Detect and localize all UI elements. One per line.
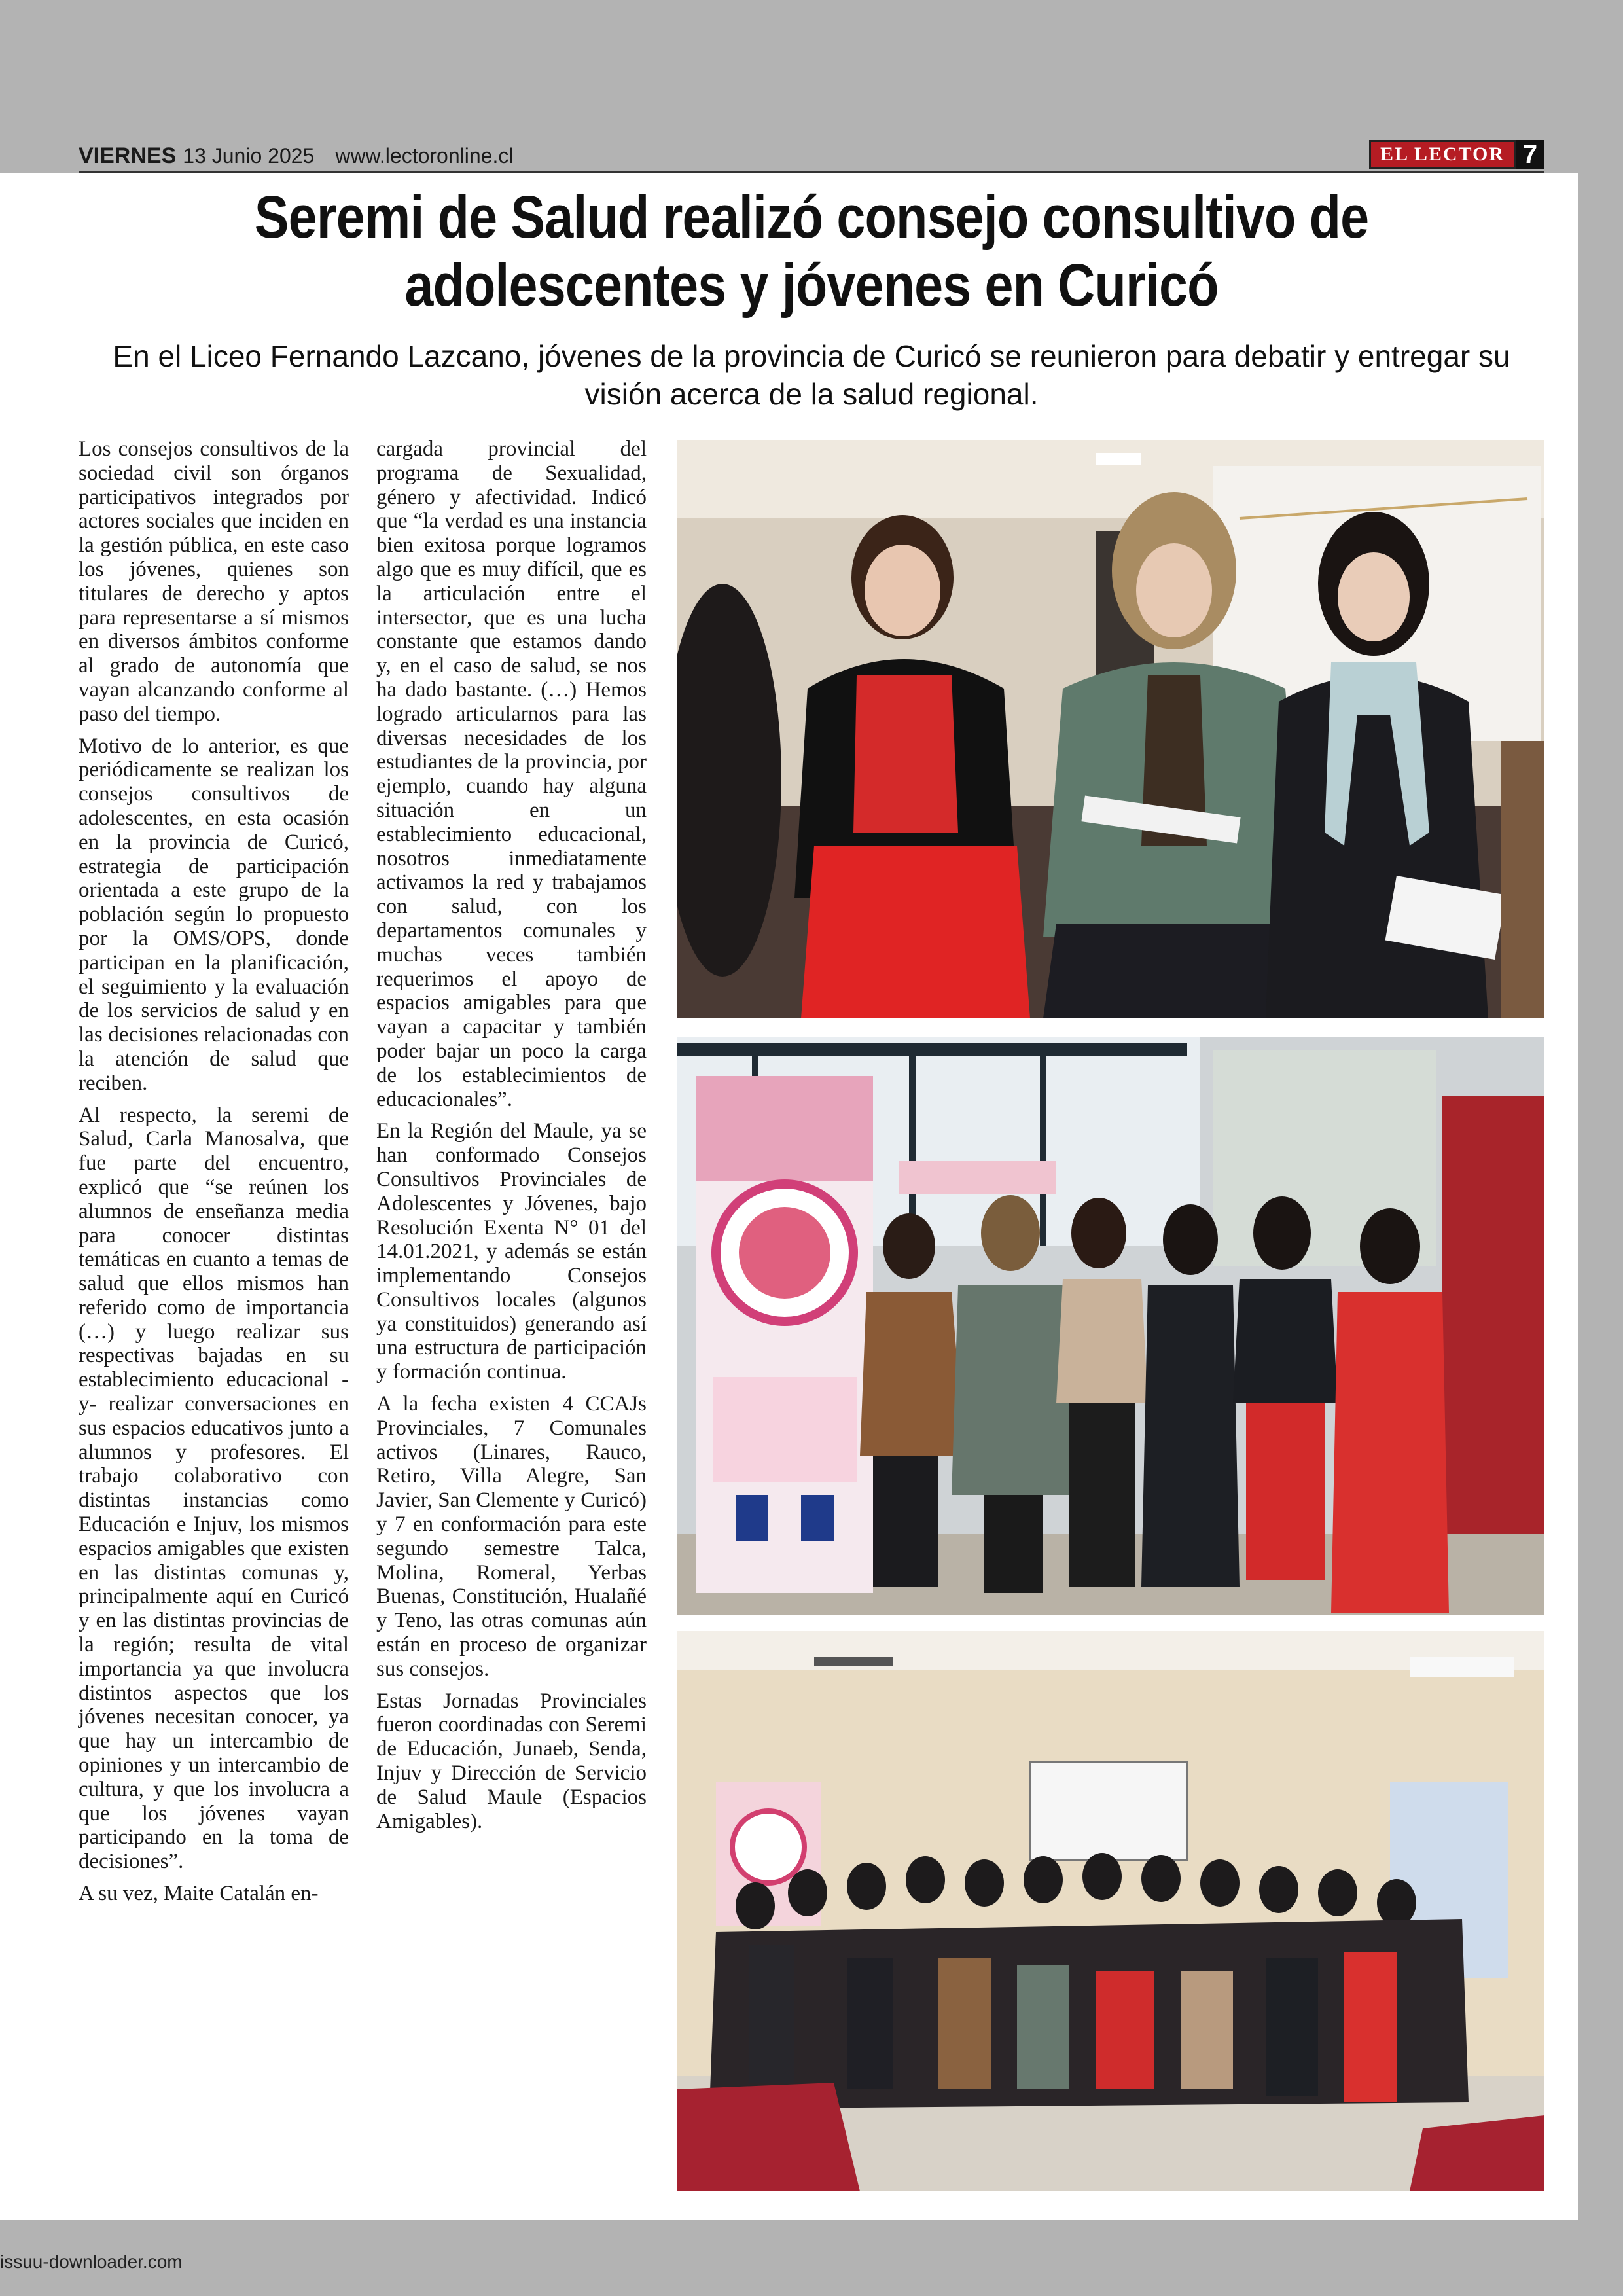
- masthead: [1369, 140, 1544, 169]
- paragraph: A su vez, Maite Catalán en-: [79, 1882, 319, 1906]
- header-day: VIERNES: [79, 143, 177, 168]
- article-column-2: [376, 437, 647, 1841]
- article-headline: [181, 183, 1442, 319]
- photo-group-banner: [677, 1037, 1544, 1615]
- header-date: 13 Junio 2025: [183, 143, 315, 168]
- paragraph: En la Región del Maule, ya se han conformado Consejos Consultivos Provinciales de Adolescentes y Jóvenes, bajo Resolución Exenta N° 01 del 14.01.2021, y además se están implementando Consejos Consultivos locales (algunos ya constituidos) generando así una estructura de participación y formación continua.: [376, 1119, 647, 1384]
- headline-line-2: adolescentes y jóvenes en Curicó: [404, 252, 1219, 319]
- paragraph: cargada provincial del programa de Sexualidad, género y afectividad. Indicó que “la verdad es una instancia bien exitosa porque logramos algo que es muy difícil, que es la articulación entre el intersector, que es una lucha constante que estamos dando y, en el caso de salud, se nos ha dado bastante. (…) Hemos logrado articularnos para las diversas necesidades de los estudiantes de la provincia, por ejemplo, cuando hay alguna situación en un establecimiento educacional, nosotros inmediatamente activamos la red y trabajamos con salud, con los departamentos comunales y muchas veces también requerimos el apoyo de espacios amigables para que vayan a capacitar y también poder bajar un poco la carga de los establecimientos de educacionales”.: [376, 437, 647, 1111]
- paragraph: Estas Jornadas Provinciales fueron coordinadas con Seremi de Educación, Junaeb, Senda, Injuv y Dirección de Servicio de Salud Maule (Espacios Amigables).: [376, 1689, 647, 1833]
- paragraph: Motivo de lo anterior, es que periódicamente se realizan los consejos consultivos de adolescentes, en esta ocasión en la provincia de Curicó, estrategia de participación orientada a este grupo de la población según lo propuesto por la OMS/OPS, donde participan en la planificación, el seguimiento y la evaluación de los servicios de salud y en las decisiones relacionadas con la atención de salud que reciben.: [79, 734, 349, 1095]
- photo-seated-officials: [677, 440, 1544, 1018]
- header-divider: [79, 171, 1544, 173]
- page-number: 7: [1516, 140, 1544, 169]
- header-website[interactable]: www.lectoronline.cl: [335, 143, 514, 168]
- page-header: [79, 140, 1544, 171]
- paper-logo: EL LECTOR: [1369, 140, 1516, 169]
- article-column-1: [79, 437, 349, 1914]
- photo-full-group: [677, 1631, 1544, 2191]
- headline-line-1: Seremi de Salud realizó consejo consultivo de: [254, 184, 1369, 251]
- article-subheadline: En el Liceo Fernando Lazcano, jóvenes de la provincia de Curicó se reunieron para debatir y entregar su visión acerca de la salud regional.: [113, 339, 1510, 411]
- paragraph: Los consejos consultivos de la sociedad civil son órganos participativos integrados por actores sociales que inciden en la gestión pública, en este caso los jóvenes, quienes son titulares de derecho y aptos para representarse a sí mismos en diversos ámbitos conforme al grado de autonomía que vayan alcanzando conforme al paso del tiempo.: [79, 437, 349, 726]
- paragraph: Al respecto, la seremi de Salud, Carla Manosalva, que fue parte del encuentro, explicó que “se reúnen los alumnos de enseñanza media para conocer distintas temáticas en cuanto a temas de salud que ellos mismos han referido como de importancia (…) y luego realizar sus respectivas bajadas en su establecimiento educacional -y- realizar conversaciones en sus espacios educativos junto a alumnos y profesores. El trabajo colaborativo con distintas instancias como Educación e Injuv, los mismos espacios amigables que existen en las distintas comunas y, principalmente aquí en Curicó y en las distintas provincias de la región; resulta de vital importancia ya que involucra distintos aspectos que los jóvenes necesitan conocer, ya que hay un intercambio de opiniones y un intercambio de cultura, y que los involucra a que los jóvenes vayan participando en la toma de decisiones”.: [79, 1103, 349, 1874]
- watermark-text: issuu-downloader.com: [0, 2251, 183, 2272]
- paragraph: A la fecha existen 4 CCAJs Provinciales, 7 Comunales activos (Linares, Rauco, Retiro, Villa Alegre, San Javier, San Clemente y Curicó) y 7 en conformación para este segundo semestre Talca, Molina, Romeral, Yerbas Buenas, Constitución, Hualañé y Teno, las otras comunas aún están en proceso de organizar sus consejos.: [376, 1392, 647, 1681]
